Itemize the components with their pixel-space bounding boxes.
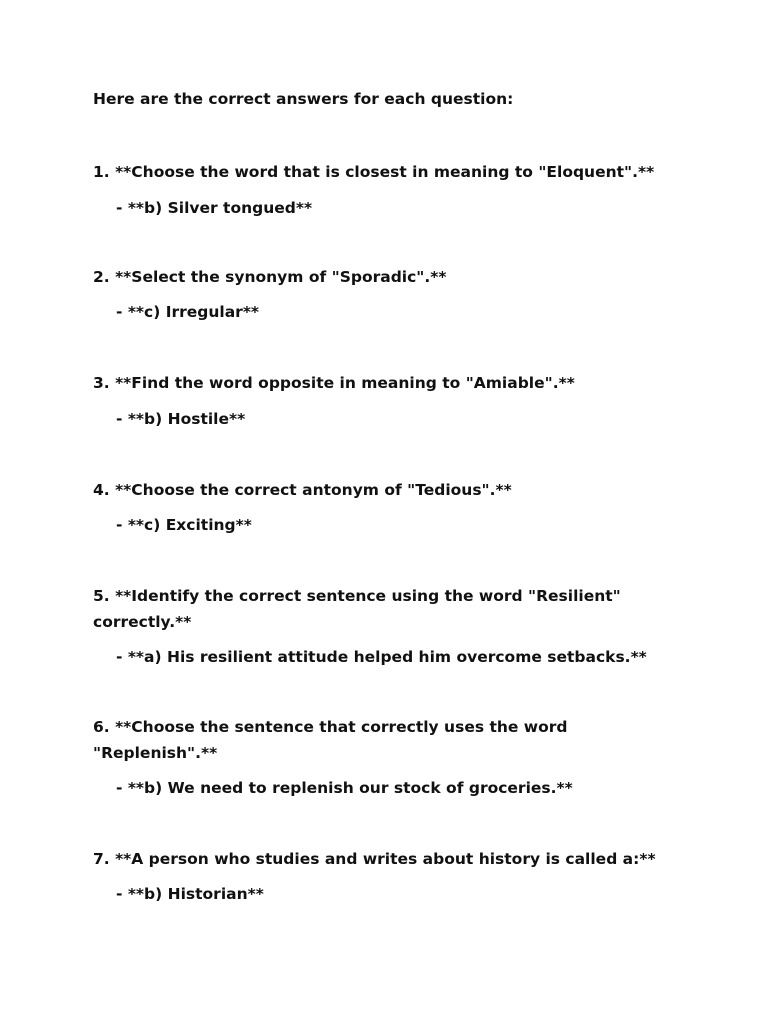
qa-item-1 [93,159,693,221]
question-5: 5. **Identify the correct sentence using the word "Resilient" correctly.** [93,587,621,631]
qa-item-4 [93,477,693,538]
answer-3: - **b) Hostile** [116,410,246,428]
question-7: 7. **A person who studies and writes about history is called a:** [93,850,656,868]
answer-2: - **c) Irregular** [116,303,260,321]
question-2: 2. **Select the synonym of "Sporadic".** [93,268,447,286]
answer-5: - **a) His resilient attitude helped him overcome setbacks.** [116,648,647,666]
answer-6: - **b) We need to replenish our stock of groceries.** [116,779,573,797]
answer-1: - **b) Silver tongued** [116,199,313,217]
answer-7: - **b) Historian** [116,885,264,903]
question-6: 6. **Choose the sentence that correctly uses the word "Replenish".** [93,718,568,762]
qa-item-7 [93,846,693,907]
question-3: 3. **Find the word opposite in meaning to "Amiable".** [93,374,575,392]
question-4: 4. **Choose the correct antonym of "Tedious".** [93,481,512,499]
question-1: 1. **Choose the word that is closest in meaning to "Eloquent".** [93,163,655,181]
answer-4: - **c) Exciting** [116,516,252,534]
qa-item-6 [93,714,693,801]
qa-item-3 [93,370,693,432]
qa-item-2 [93,264,693,325]
qa-item-5 [93,583,693,670]
intro-text: Here are the correct answers for each question: [93,90,514,108]
